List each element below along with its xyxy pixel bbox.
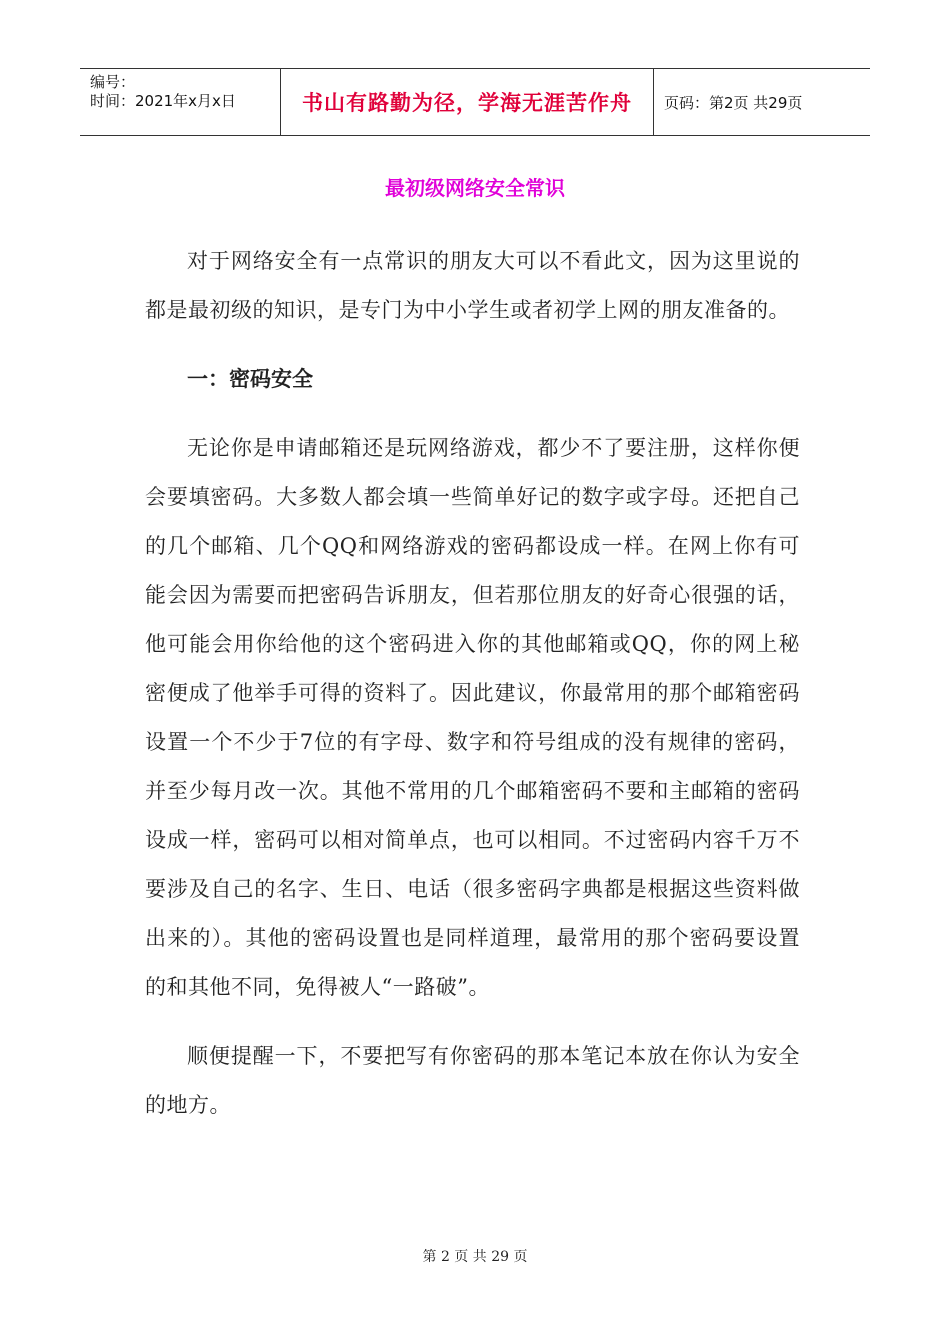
- body-paragraph: 无论你是申请邮箱还是玩网络游戏，都少不了要注册，这样你便会要填密码。大多数人都会填一些简单好记的数字或字母。还把自己的几个邮箱、几个QQ和网络游戏的密码都设成一样。在网上你有可能会因为需要而把密码告诉朋友，但若那位朋友的好奇心很强的话，他可能会用你给他的这个密码进入你的其他邮箱或QQ，你的网上秘密便成了他举手可得的资料了。因此建议，你最常用的那个邮箱密码设置一个不少于7位的有字母、数字和符号组成的没有规律的密码，并至少每月改一次。其他不常用的几个邮箱密码不要和主邮箱的密码设成一样，密码可以相对简单点，也可以相同。不过密码内容千万不要涉及自己的名字、生日、电话（很多密码字典都是根据这些资料做出来的）。其他的密码设置也是同样道理，最常用的那个密码要设置的和其他不同，免得被人“一路破”。: [145, 436, 800, 999]
- intro-paragraph: 对于网络安全有一点常识的朋友大可以不看此文，因为这里说的都是最初级的知识，是专门为中小学生或者初学上网的朋友准备的。: [145, 249, 800, 322]
- header-page-info: 页码：第2页 共29页: [664, 93, 803, 112]
- section-heading: 一：密码安全: [187, 367, 313, 391]
- header-meta: [80, 69, 281, 135]
- date-label: 时间：2021年x月x日: [90, 92, 236, 110]
- header-motto: 书山有路勤为径，学海无涯苦作舟: [281, 69, 654, 135]
- document-title: 最初级网络安全常识: [385, 176, 565, 200]
- body-paragraph: 顺便提醒一下，不要把写有你密码的那本笔记本放在你认为安全的地方。: [145, 1044, 800, 1117]
- document-body: [145, 237, 800, 1130]
- page-header: [80, 68, 870, 136]
- page-footer: 第 2 页 共 29 页: [422, 1249, 528, 1265]
- serial-number-label: 编号：: [90, 73, 136, 91]
